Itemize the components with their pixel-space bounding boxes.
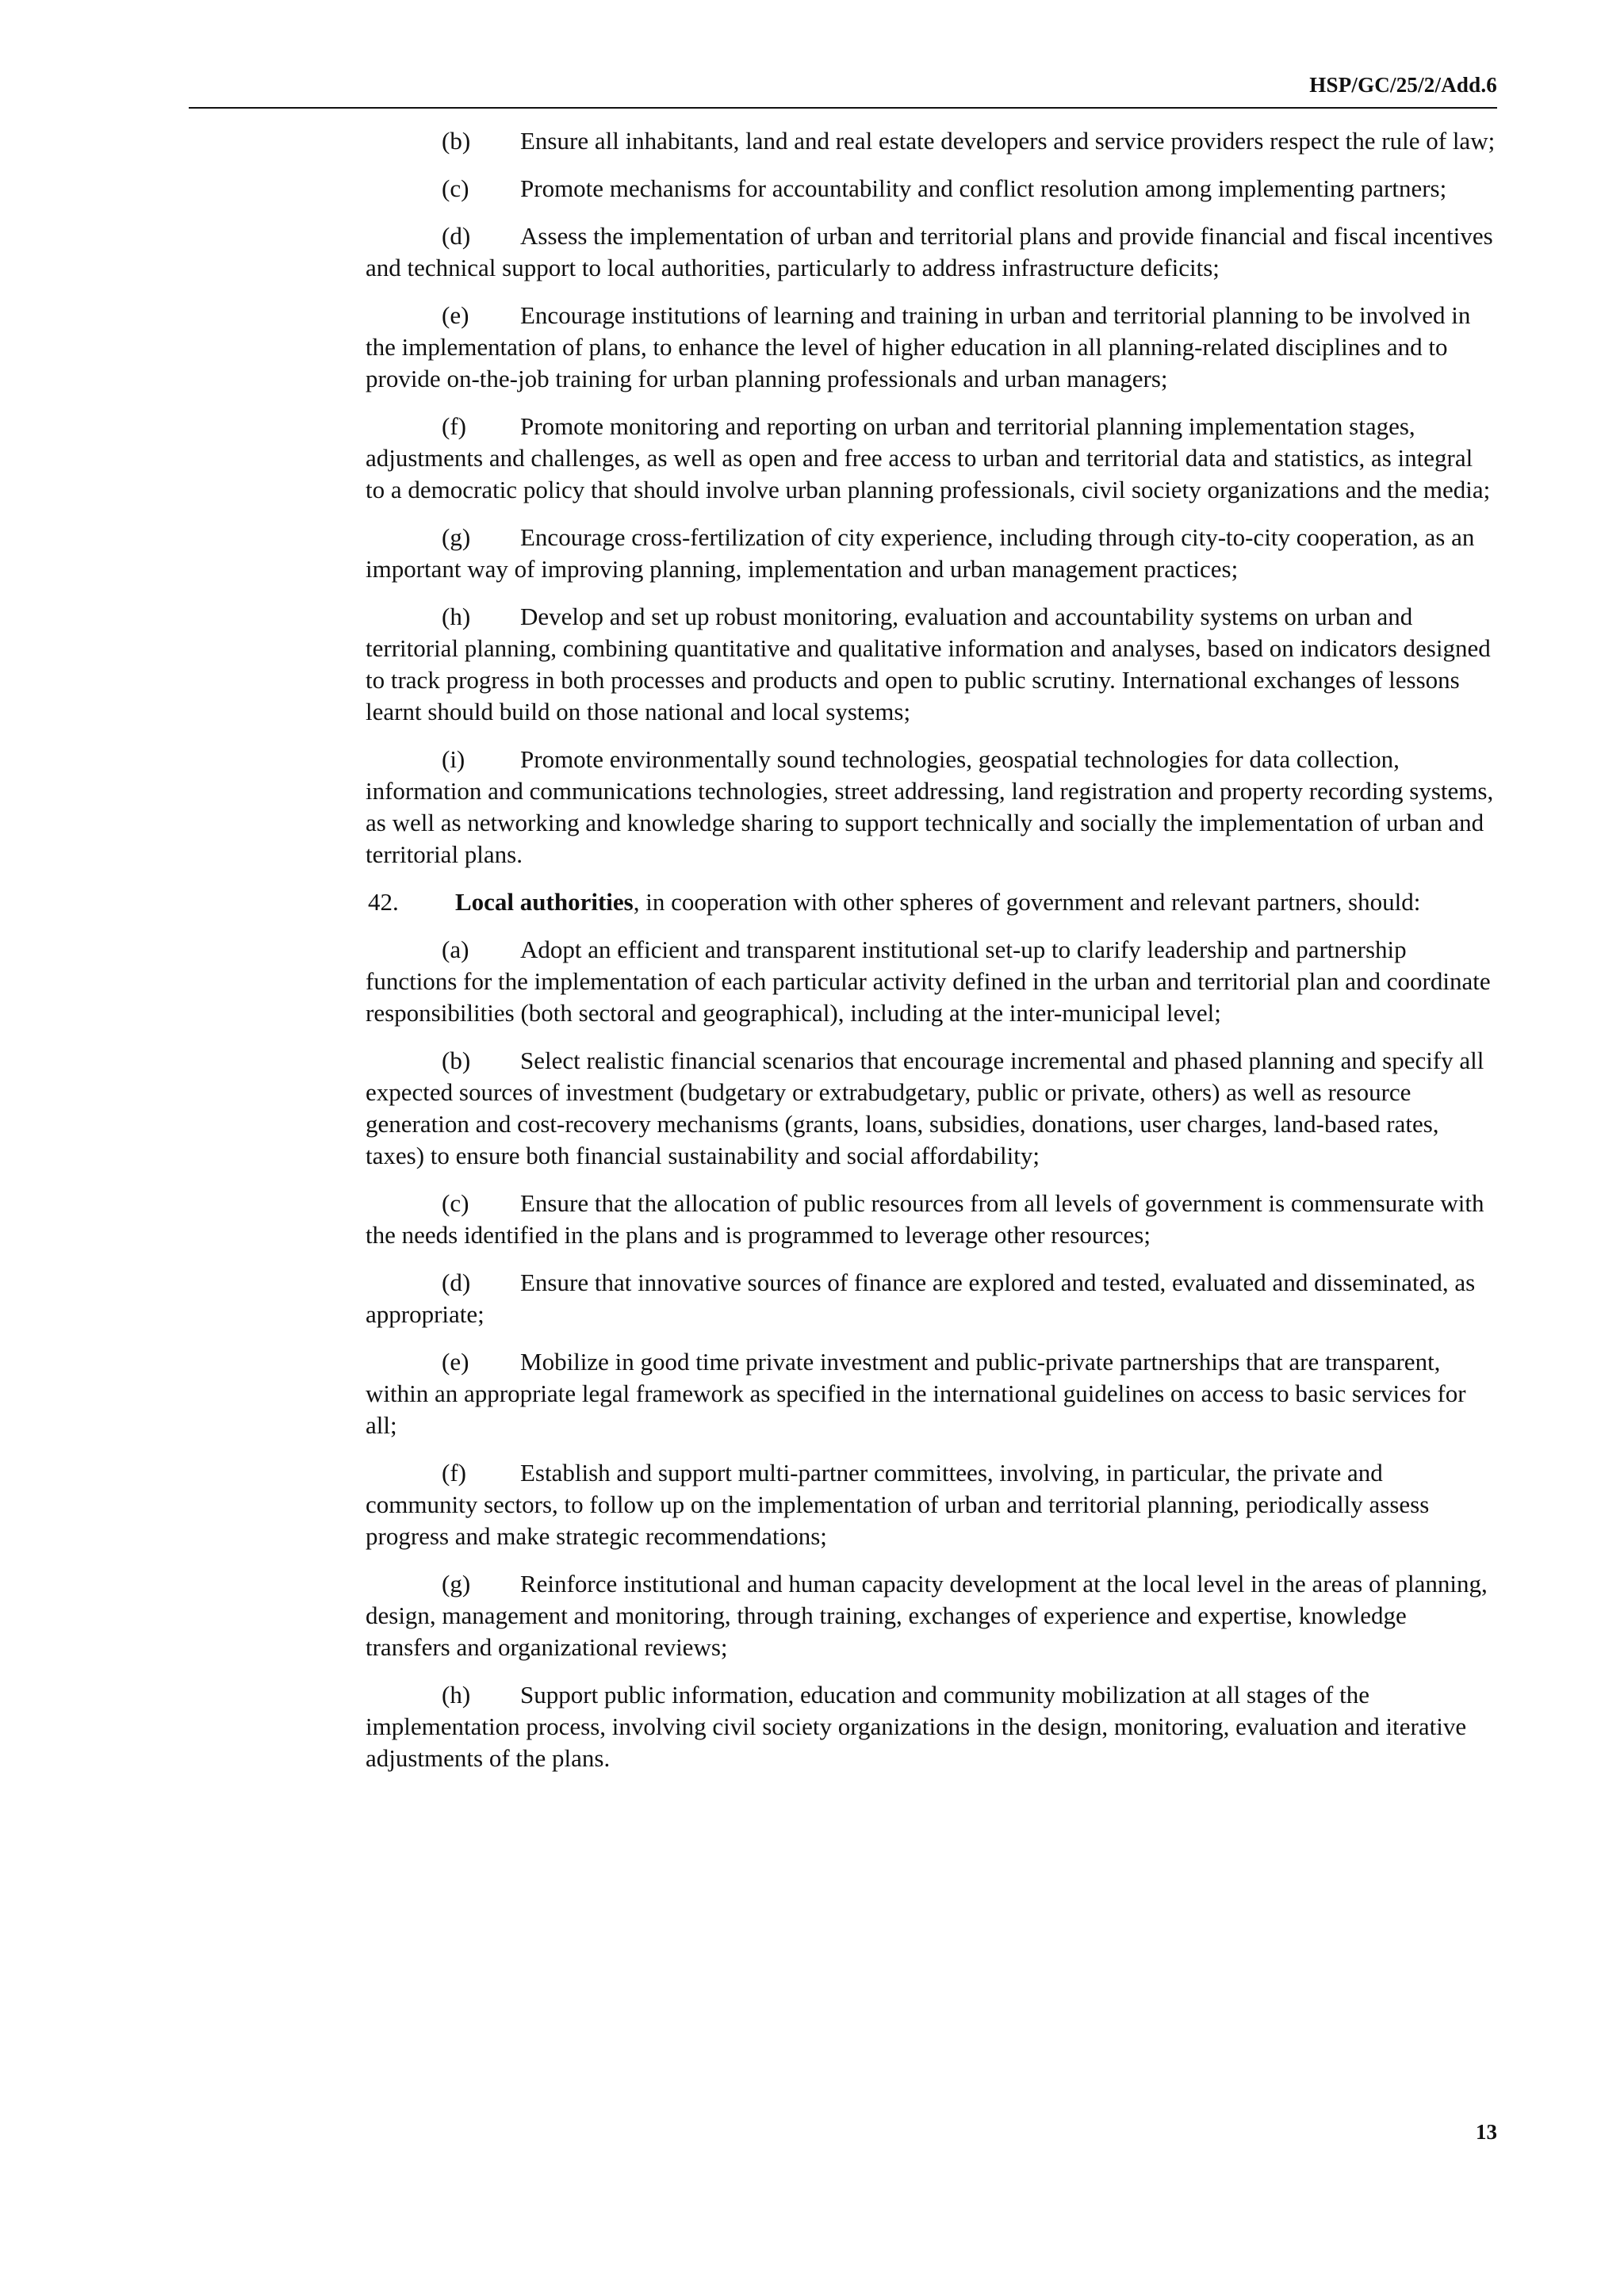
list-item-f	[366, 411, 1496, 506]
list-item-c	[366, 173, 1496, 205]
list-item-h	[366, 601, 1496, 728]
list-item-g	[366, 522, 1496, 585]
list-item-label: (g)	[442, 1570, 471, 1598]
list-item-label: (f)	[442, 412, 466, 440]
list-item-label: (f)	[442, 1459, 466, 1487]
list-item-text: Promote environmentally sound technologies, geospatial technologies for data collection, information and communications technologies, street addressing, land registration and property recording systems, as well as networking and knowledge sharing to support technically and socially the implementation of urban and territorial plans.	[366, 745, 1494, 868]
list-item-label: (d)	[442, 222, 471, 250]
header-rule	[189, 107, 1497, 109]
list-item-text: Select realistic financial scenarios that encourage incremental and phased planning and specify all expected sources of investment (budgetary or extrabudgetary, public or private, others) as well as resource generation and cost-recovery mechanisms (grants, loans, subsidies, donations, user charges, land-based rates, taxes) to ensure both financial sustainability and social affordability;	[366, 1047, 1484, 1169]
list-item-e	[366, 1346, 1496, 1441]
list-item-text: Adopt an efficient and transparent institutional set-up to clarify leadership and partnership functions for the implementation of each particular activity defined in the urban and territorial plan and coordinate responsibilities (both sectoral and geographical), including at the inter-municipal level;	[366, 936, 1491, 1027]
list-item-text: Support public information, education and community mobilization at all stages of the implementation process, involving civil society organizations in the design, monitoring, evaluation and iterative adjustments of the plans.	[366, 1681, 1467, 1772]
list-item-d	[366, 220, 1496, 284]
list-item-i	[366, 744, 1496, 871]
list-item-text: Assess the implementation of urban and territorial plans and provide financial and fiscal incentives and technical support to local authorities, particularly to address infrastructure deficits;	[366, 222, 1493, 281]
list-item-g	[366, 1568, 1496, 1663]
list-item-text: Ensure that the allocation of public resources from all levels of government is commensurate with the needs identified in the plans and is programmed to leverage other resources;	[366, 1189, 1484, 1249]
list-item-label: (i)	[442, 745, 465, 773]
list-item-text: Promote monitoring and reporting on urban and territorial planning implementation stages, adjustments and challenges, as well as open and free access to urban and territorial data and statistics, as integral to a democratic policy that should involve urban planning professionals, civil society organizations and the media;	[366, 412, 1491, 503]
list-item-label: (c)	[442, 1189, 469, 1217]
list-item-text: Reinforce institutional and human capacity development at the local level in the areas of planning, design, management and monitoring, through training, exchanges of experience and expertise, knowledge transfers and organizational reviews;	[366, 1570, 1488, 1661]
list-item-label: (h)	[442, 1681, 471, 1709]
list-item-label: (h)	[442, 603, 471, 630]
list-item-label: (b)	[442, 1047, 471, 1074]
list-item-c	[366, 1188, 1496, 1251]
document-symbol: HSP/GC/25/2/Add.6	[1309, 73, 1497, 97]
list-item-text: Establish and support multi-partner committees, involving, in particular, the private and community sectors, to follow up on the implementation of urban and territorial planning, periodically assess progress and make strategic recommendations;	[366, 1459, 1430, 1550]
list-item-label: (c)	[442, 174, 469, 202]
list-item-label: (e)	[442, 301, 469, 329]
list-item-text: Develop and set up robust monitoring, evaluation and accountability systems on urban and territorial planning, combining quantitative and qualitative information and analyses, based on indicators designed to track progress in both processes and products and open to public scrutiny. International exchanges of lessons learnt should build on those national and local systems;	[366, 603, 1491, 725]
list-item-d	[366, 1267, 1496, 1330]
list-item-text: Promote mechanisms for accountability and conflict resolution among implementing partners;	[520, 174, 1447, 202]
list-item-text: Ensure that innovative sources of finance are explored and tested, evaluated and disseminated, as appropriate;	[366, 1269, 1476, 1328]
document-body	[366, 125, 1496, 1790]
list-item-text: Encourage cross-fertilization of city experience, including through city-to-city cooperation, as an important way of improving planning, implementation and urban management practices;	[366, 523, 1475, 583]
list-item-label: (e)	[442, 1348, 469, 1376]
paragraph-bold-lead: Local authorities	[455, 888, 634, 916]
page-number: 13	[1476, 2120, 1497, 2144]
list-item-label: (d)	[442, 1269, 471, 1296]
paragraph-text: , in cooperation with other spheres of government and relevant partners, should:	[633, 888, 1421, 916]
list-item-f	[366, 1457, 1496, 1552]
list-item-text: Mobilize in good time private investment and public-private partnerships that are transparent, within an appropriate legal framework as specified in the international guidelines on access to basic services for all;	[366, 1348, 1466, 1439]
list-item-label: (b)	[442, 127, 471, 155]
list-item-a	[366, 934, 1496, 1029]
list-item-label: (g)	[442, 523, 471, 551]
paragraph-42	[366, 886, 1496, 918]
list-item-label: (a)	[442, 936, 469, 963]
list-item-b	[366, 125, 1496, 157]
list-item-h	[366, 1679, 1496, 1774]
list-item-text: Ensure all inhabitants, land and real estate developers and service providers respect the rule of law;	[520, 127, 1496, 155]
list-item-text: Encourage institutions of learning and training in urban and territorial planning to be involved in the implementation of plans, to enhance the level of higher education in all planning-related disciplines and to provide on-the-job training for urban planning professionals and urban managers;	[366, 301, 1471, 392]
list-item-b	[366, 1045, 1496, 1172]
paragraph-number: 42.	[368, 888, 399, 916]
list-item-e	[366, 300, 1496, 395]
